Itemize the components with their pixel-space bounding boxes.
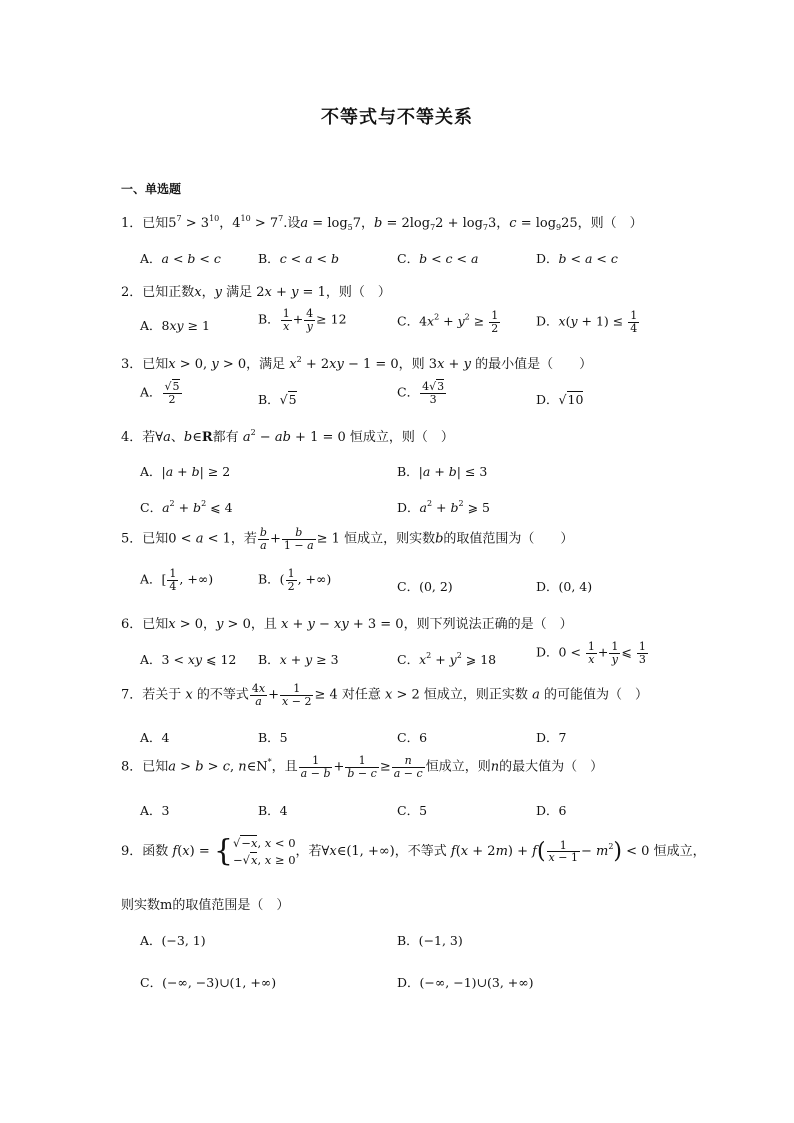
- q9-option-a[interactable]: A．(−3, 1): [140, 933, 206, 948]
- section-heading: 一、单选题: [121, 182, 182, 196]
- q8-option-b[interactable]: B．4: [258, 803, 288, 818]
- q8-option-a[interactable]: A．3: [140, 803, 170, 818]
- q7-option-b[interactable]: B．5: [258, 730, 288, 745]
- q9-option-d[interactable]: D．(−∞, −1)∪(3, +∞): [397, 975, 534, 990]
- q3-option-b[interactable]: B．√5: [258, 392, 297, 407]
- question-9: 9．函数 f(x) = {√−x, x < 0 −√x, x ≥ 0，若∀x∈(1, +∞)，不等式 f(x + 2m) + f( $\frac{1}{x - 1}$ − $m^2) < 0$ 恒成立，: [121, 833, 706, 869]
- q9-option-b[interactable]: B．(−1, 3): [397, 933, 463, 948]
- q1-option-a[interactable]: A．a < b < c: [140, 251, 221, 266]
- q6-option-a[interactable]: A．3 < xy ⩽ 12: [140, 652, 237, 667]
- q3-option-c[interactable]: C． $\frac{4√3}{3}$: [397, 380, 445, 406]
- q1-option-b[interactable]: B．c < a < b: [258, 251, 340, 266]
- q6-option-b[interactable]: B．x + y ≥ 3: [258, 652, 339, 667]
- q8-option-d[interactable]: D．6: [536, 803, 567, 818]
- q1-option-d[interactable]: D．b < a < c: [536, 251, 618, 266]
- q2-option-b[interactable]: B． $\frac{1}{x}$ + $\frac{4}{y}$ ≥ 12: [258, 307, 347, 333]
- q4-option-b[interactable]: B．|a + b| ≤ 3: [397, 464, 488, 479]
- question-9-line-2: 则实数m的取值范围是（ ）: [121, 898, 290, 913]
- q7-option-a[interactable]: A．4: [140, 730, 170, 745]
- q2-option-a[interactable]: A．8xy ≥ 1: [140, 318, 210, 333]
- q2-option-c[interactable]: C．$4x^2 + y^2$ ≥ $\frac{1}{2}$: [397, 309, 499, 335]
- q6-option-d[interactable]: D．0 < $\frac{1}{x}$ + $\frac{1}{y}$ ⩽ $\frac{1}{3}$: [536, 640, 646, 666]
- q5-option-d[interactable]: D．(0, 4): [536, 579, 593, 594]
- q5-option-c[interactable]: C．(0, 2): [397, 579, 453, 594]
- question-1: 1．已知$5^7 > 3^{10}$，$4^{10} > 7^7$.设$a = \log_57$，$b = 2\log_72 + \log_73$，$c = \log_925$，则（ ）: [121, 214, 643, 232]
- page-title: 不等式与不等关系: [321, 107, 473, 128]
- question-4: 4．若∀a、b∈R都有 $a^2$ − ab + 1 = 0 恒成立，则（ ）: [121, 428, 454, 445]
- q8-option-c[interactable]: C．5: [397, 803, 428, 818]
- question-6: 6．已知x > 0，y > 0，且 x + y − xy + 3 = 0，则下列说法正确的是（ ）: [121, 617, 573, 632]
- q2-option-d[interactable]: D．x(y + 1) ≤ $\frac{1}{4}$: [536, 309, 638, 335]
- q5-option-a[interactable]: A．[ $\frac{1}{4}$ , +∞): [140, 567, 214, 593]
- q4-option-c[interactable]: C．$a^2 + b^2$ ⩽ 4: [140, 499, 233, 515]
- q4-option-a[interactable]: A．|a + b| ≥ 2: [140, 464, 231, 479]
- question-8: 8．已知a > b > c, n∈N*，且 $\frac{1}{a - b}$ + $\frac{1}{b - c}$ ≥ $\frac{n}{a - c}$ 恒成立，则n的最大值为（ ）: [121, 754, 604, 780]
- q1-option-c[interactable]: C．b < c < a: [397, 251, 479, 266]
- q3-option-d[interactable]: D．√10: [536, 392, 584, 407]
- q7-option-c[interactable]: C．6: [397, 730, 428, 745]
- question-5: 5．已知0 < a < 1，若 $\frac{b}{a}$ + $\frac{b}{1 - a}$ ≥ 1 恒成立，则实数b的取值范围为（ ）: [121, 526, 574, 552]
- q9-option-c[interactable]: C．(−∞, −3)∪(1, +∞): [140, 975, 277, 990]
- q7-option-d[interactable]: D．7: [536, 730, 567, 745]
- q6-option-c[interactable]: C．$x^2 + y^2$ ⩾ 18: [397, 651, 497, 667]
- question-2: 2．已知正数x，y 满足 2x + y = 1，则（ ）: [121, 285, 391, 300]
- q4-option-d[interactable]: D．$a^2 + b^2$ ⩾ 5: [397, 499, 490, 515]
- question-7: 7．若关于 x 的不等式 $\frac{4x}{a}$ + $\frac{1}{x - 2}$ ≥ 4 对任意 x > 2 恒成立，则正实数 a 的可能值为（ ）: [121, 682, 648, 708]
- q5-option-b[interactable]: B．( $\frac{1}{2}$ , +∞): [258, 567, 332, 593]
- question-3: 3．已知x > 0, y > 0，满足 $x^2 + 2xy - 1 = 0$，则 3x + y 的最小值是（ ）: [121, 355, 593, 372]
- q3-option-a[interactable]: A． $\frac{√5}{2}$: [140, 380, 180, 406]
